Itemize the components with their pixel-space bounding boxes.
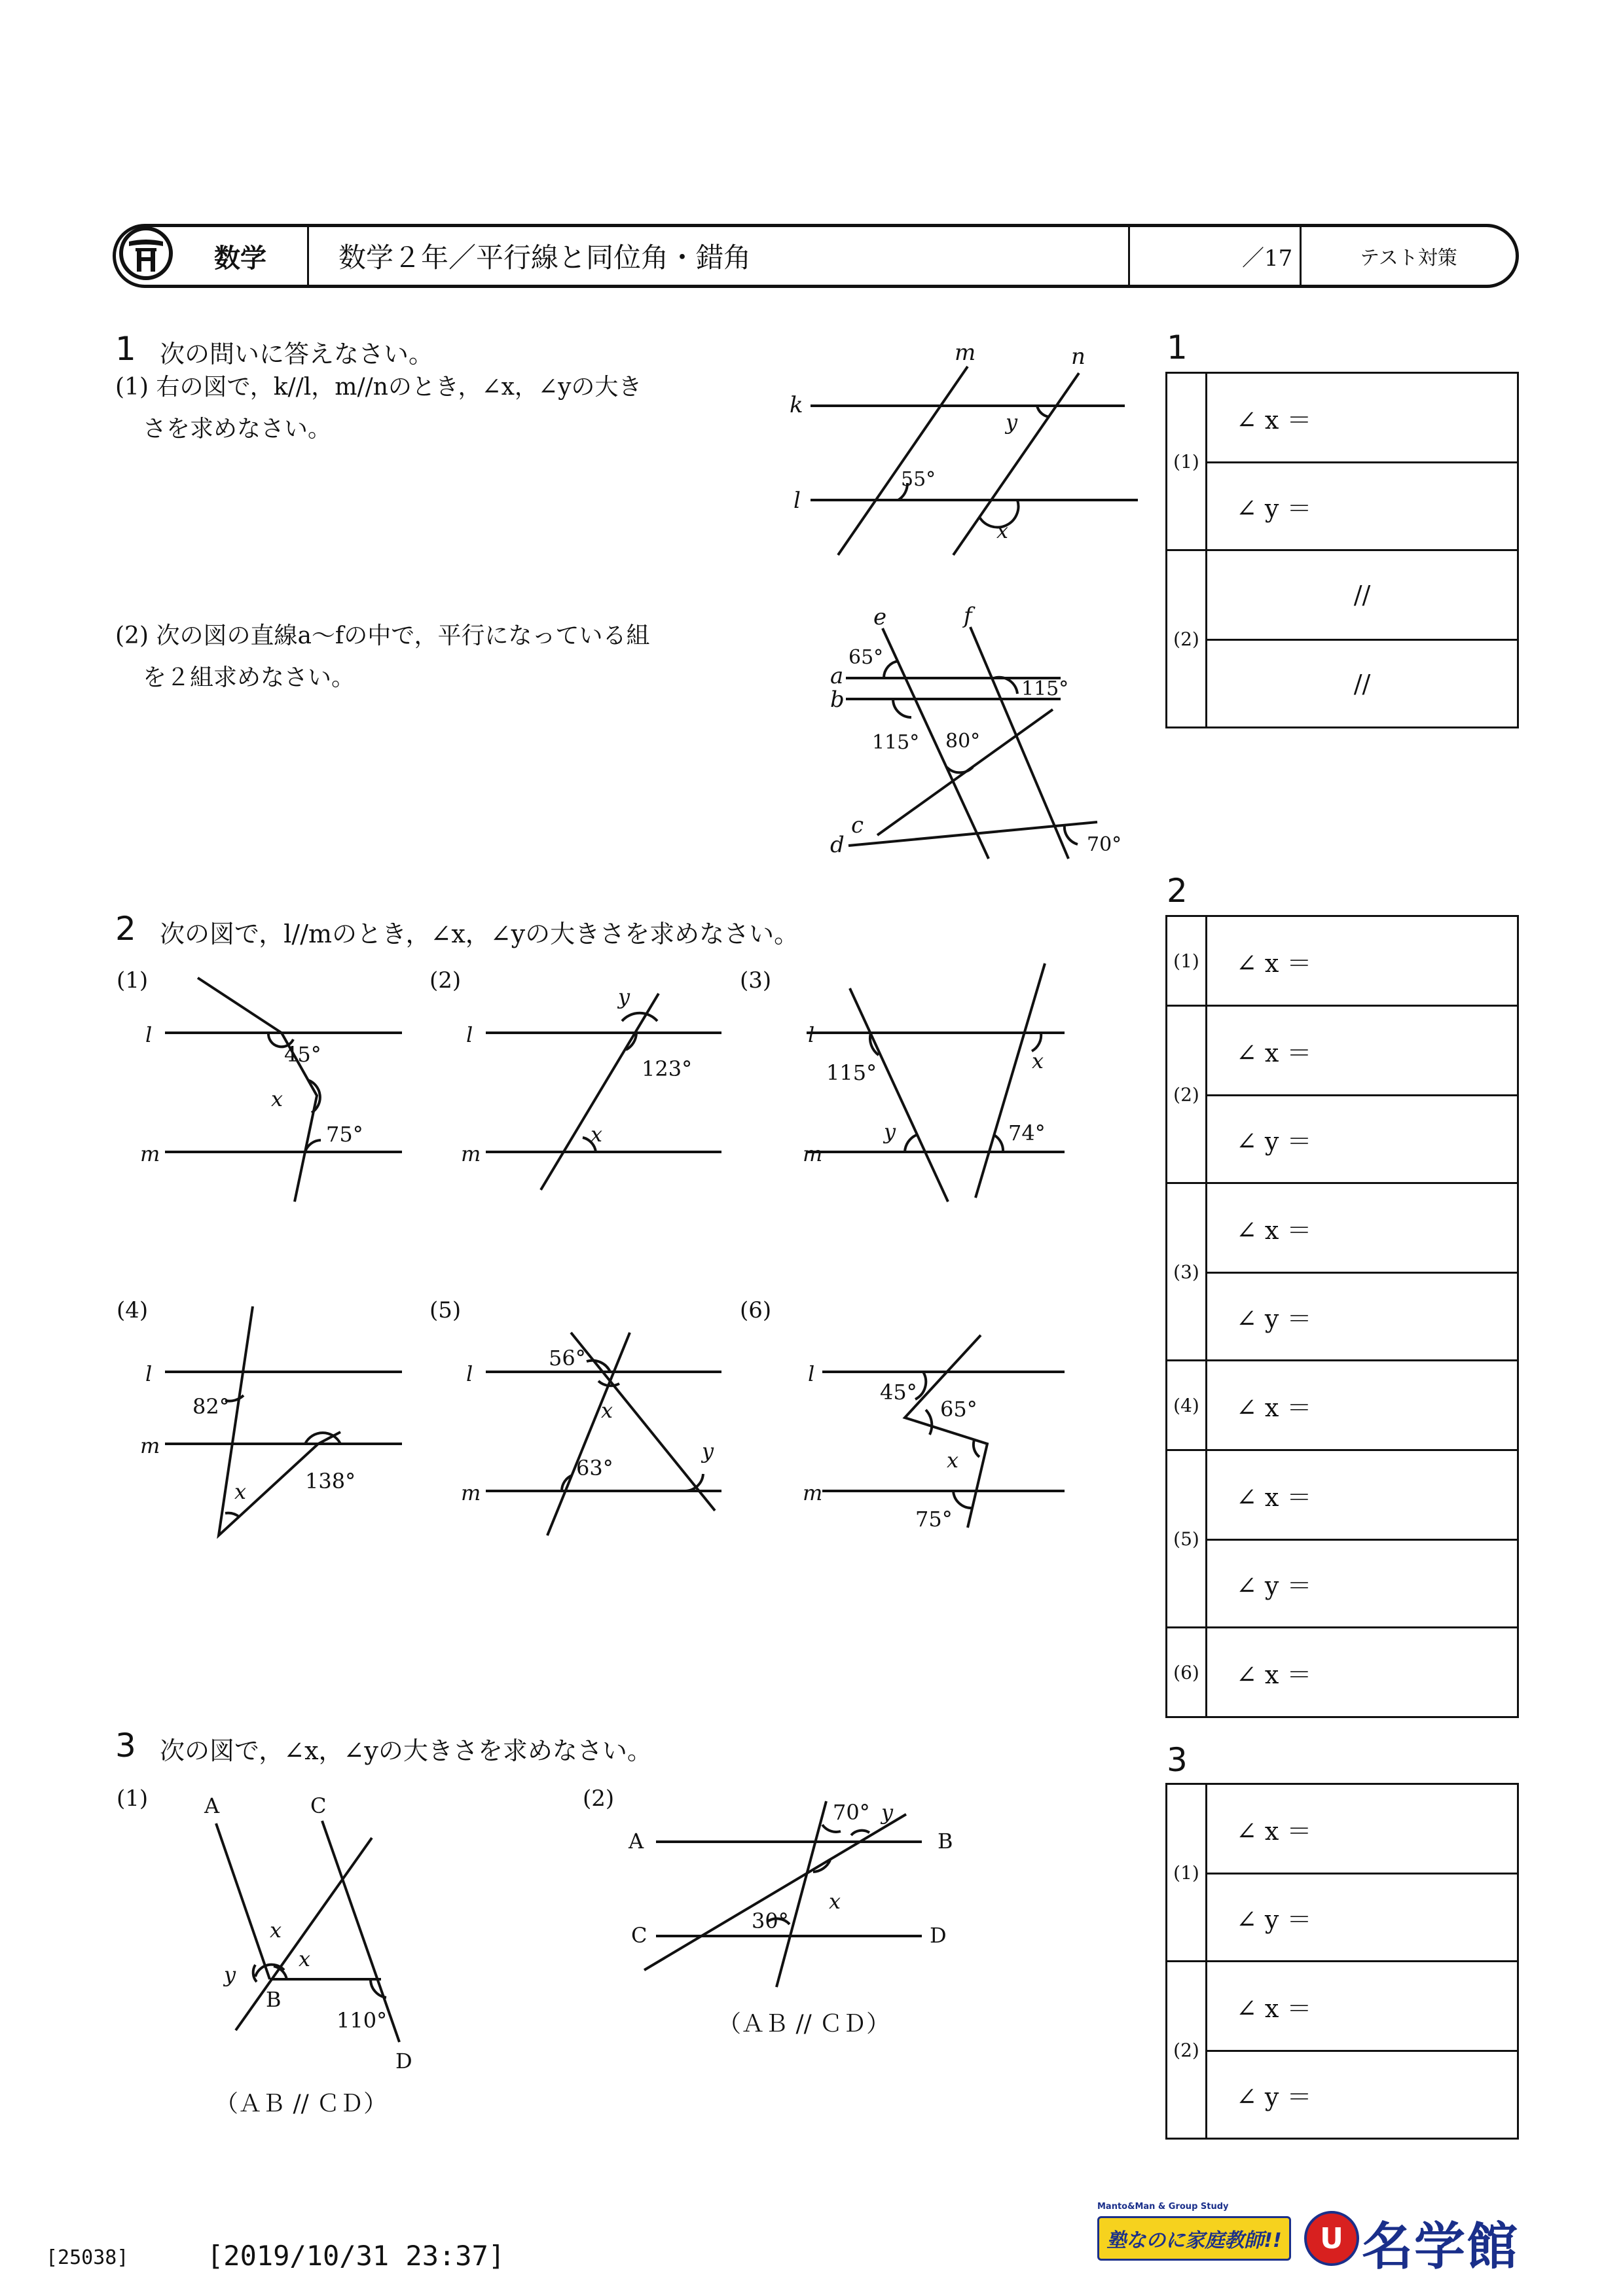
answer-2-6-label: (6) [1167, 1628, 1207, 1716]
q3-2-C: C [631, 1923, 647, 1948]
logo-brand-name: 名学館 [1362, 2217, 1520, 2276]
q3-2-y: y [881, 1800, 894, 1825]
label-a: a [830, 663, 844, 689]
q2-6-x: x [947, 1448, 959, 1473]
label-y: y [1006, 410, 1018, 435]
q2-3-angle74: 74° [1008, 1121, 1046, 1145]
label-k: k [790, 392, 803, 418]
answer-3-1-label: (1) [1167, 1785, 1207, 1960]
q2-3-l: l [808, 1022, 815, 1047]
test-tag: テスト対策 [1360, 247, 1457, 270]
answer-2-5-y[interactable]: ∠ y ＝ [1207, 1539, 1517, 1626]
q2-1-angle75: 75° [326, 1122, 363, 1147]
answer-1-1-label: (1) [1167, 374, 1207, 549]
label-x: x [996, 518, 1009, 543]
label-b: b [830, 687, 845, 713]
q2-label-3: (3) [740, 967, 772, 994]
q3-text: 次の図で，∠x，∠yの大きさを求めなさい。 [160, 1736, 652, 1765]
q1-number: 1 [115, 330, 136, 368]
q1-sub2-line2: を２組求めなさい。 [143, 664, 356, 691]
answer-table-3 [1165, 1783, 1519, 2140]
q2-2-m: m [461, 1141, 481, 1166]
score-box: ／17 [1242, 245, 1293, 272]
q2-4-angle138: 138° [305, 1469, 356, 1494]
q2-label-2: (2) [429, 967, 462, 994]
answer-2-5-x[interactable]: ∠ x ＝ [1236, 1482, 1312, 1512]
q3-1-B: B [266, 1987, 282, 2012]
subject-label: 数学 [214, 243, 266, 274]
q3-2-note: （ＡＢ // ＣＤ） [718, 2011, 890, 2037]
brand-logo [1097, 2202, 1596, 2276]
answer-3-1-y[interactable]: ∠ y ＝ [1207, 1873, 1517, 1960]
label-n: n [1071, 344, 1085, 370]
q2-6-l: l [808, 1361, 815, 1386]
q3-label-1: (1) [117, 1785, 149, 1812]
answer-1-2-pair2[interactable]: // [1207, 639, 1517, 726]
q2-5-m: m [461, 1480, 481, 1505]
q3-label-2: (2) [583, 1785, 615, 1812]
answer-2-3-x[interactable]: ∠ x ＝ [1236, 1215, 1312, 1245]
q1-sub2-line1: (2) 次の図の直線a～fの中で，平行になっている組 [115, 622, 650, 649]
q2-6-angle75: 75° [915, 1507, 953, 1532]
answer-2-2-label: (2) [1167, 1007, 1207, 1182]
label-c: c [851, 812, 864, 838]
q3-1-note: （ＡＢ // ＣＤ） [215, 2090, 388, 2117]
q3-1-D: D [395, 2049, 412, 2073]
q2-5-x: x [601, 1398, 613, 1423]
angle-115b: 115° [872, 731, 920, 754]
q2-1-angle45: 45° [284, 1042, 321, 1067]
answer-section-2-title: 2 [1167, 872, 1188, 910]
angle-80: 80° [945, 730, 981, 753]
q2-3-m: m [803, 1141, 823, 1166]
logo-slogan: 塾なのに家庭教師!! [1097, 2216, 1291, 2261]
document-date: [2019/10/31 23:37] [207, 2240, 505, 2272]
angle-115a: 115° [1021, 677, 1069, 700]
angle-55: 55° [901, 468, 936, 491]
q2-3-x: x [1032, 1049, 1044, 1073]
q2-4-m: m [140, 1433, 160, 1458]
q3-2-D: D [930, 1923, 947, 1948]
q2-4-x: x [234, 1479, 247, 1504]
q1-sub1-line1: (1) 右の図で，k//l，m//nのとき，∠x，∠yの大き [115, 374, 642, 401]
q3-1-x2: x [299, 1946, 311, 1971]
q3-1-A: A [204, 1793, 220, 1818]
answer-1-1-y[interactable]: ∠ y ＝ [1207, 461, 1517, 549]
logo-u-icon: U [1304, 2211, 1359, 2266]
answer-2-2-y[interactable]: ∠ y ＝ [1207, 1094, 1517, 1182]
q2-2-angle123: 123° [642, 1056, 693, 1081]
angle-70: 70° [1087, 833, 1122, 856]
angle-65: 65° [848, 646, 884, 669]
q3-1-C: C [310, 1793, 327, 1818]
answer-3-2-x[interactable]: ∠ x ＝ [1236, 1994, 1312, 2023]
q3-number: 3 [115, 1727, 136, 1765]
q2-4-l: l [145, 1361, 153, 1386]
document-id: [25038] [46, 2246, 129, 2269]
q2-1-l: l [145, 1022, 153, 1047]
q2-1-m: m [140, 1141, 160, 1166]
answer-table-2 [1165, 915, 1519, 1718]
label-l: l [793, 488, 801, 514]
label-m: m [955, 340, 976, 366]
answer-section-1-title: 1 [1167, 329, 1188, 367]
q2-label-6: (6) [740, 1297, 772, 1323]
answer-2-5-label: (5) [1167, 1451, 1207, 1626]
q2-5-angle56: 56° [549, 1346, 586, 1371]
q3-2-x: x [829, 1889, 841, 1914]
q2-2-y: y [618, 984, 630, 1009]
logo-tagline: Manto&Man & Group Study [1097, 2202, 1229, 2212]
q2-4-angle82: 82° [192, 1394, 230, 1419]
q2-5-y: y [702, 1439, 714, 1463]
q2-label-5: (5) [429, 1297, 462, 1323]
label-f: f [964, 603, 972, 629]
q2-2-x: x [591, 1122, 603, 1147]
q2-1-x: x [271, 1086, 283, 1111]
answer-2-3-label: (3) [1167, 1184, 1207, 1359]
answer-2-4-label: (4) [1167, 1361, 1207, 1449]
q2-6-angle65: 65° [940, 1397, 977, 1422]
answer-table-1 [1165, 372, 1519, 728]
q2-5-l: l [466, 1361, 473, 1386]
answer-2-3-y[interactable]: ∠ y ＝ [1207, 1272, 1517, 1359]
q2-text: 次の図で，l//mのとき，∠x，∠yの大きさを求めなさい。 [160, 920, 799, 948]
answer-1-2-pair1[interactable]: // [1353, 581, 1371, 609]
q2-label-4: (4) [117, 1297, 149, 1323]
label-d: d [830, 832, 845, 858]
answer-2-6-x[interactable]: ∠ x ＝ [1236, 1660, 1312, 1689]
answer-1-2-label: (2) [1167, 551, 1207, 726]
q1-text: 次の問いに答えなさい。 [160, 340, 434, 368]
answer-2-1-x[interactable]: ∠ x ＝ [1236, 948, 1312, 978]
answer-2-4-x[interactable]: ∠ x ＝ [1236, 1393, 1312, 1422]
q2-3-y: y [884, 1119, 896, 1144]
q3-2-angle30: 30° [752, 1909, 789, 1933]
answer-section-3-title: 3 [1167, 1741, 1188, 1779]
q2-label-1: (1) [117, 967, 149, 994]
q3-2-B: B [938, 1829, 953, 1854]
q2-6-angle45: 45° [880, 1380, 917, 1405]
q3-1-y: y [224, 1962, 236, 1987]
q3-1-angle110: 110° [337, 2008, 388, 2033]
q2-6-m: m [803, 1480, 823, 1505]
q3-2-A: A [629, 1829, 644, 1854]
q2-number: 2 [115, 910, 136, 948]
q1-sub1-line2: さを求めなさい。 [143, 416, 332, 442]
q3-2-angle70: 70° [833, 1800, 870, 1825]
answer-3-1-x[interactable]: ∠ x ＝ [1236, 1816, 1312, 1846]
q2-5-angle63: 63° [576, 1456, 613, 1480]
answer-3-2-y[interactable]: ∠ y ＝ [1207, 2050, 1517, 2138]
q2-3-angle115: 115° [826, 1060, 877, 1085]
worksheet-title: 数学２年／平行線と同位角・錯角 [338, 242, 752, 274]
q2-2-l: l [466, 1022, 473, 1047]
answer-3-2-label: (2) [1167, 1962, 1207, 2138]
q3-1-x1: x [270, 1918, 282, 1943]
answer-2-1-label: (1) [1167, 917, 1207, 1005]
label-e: e [873, 604, 887, 630]
answer-2-2-x[interactable]: ∠ x ＝ [1236, 1038, 1312, 1067]
answer-1-1-x[interactable]: ∠ x ＝ [1236, 405, 1312, 435]
